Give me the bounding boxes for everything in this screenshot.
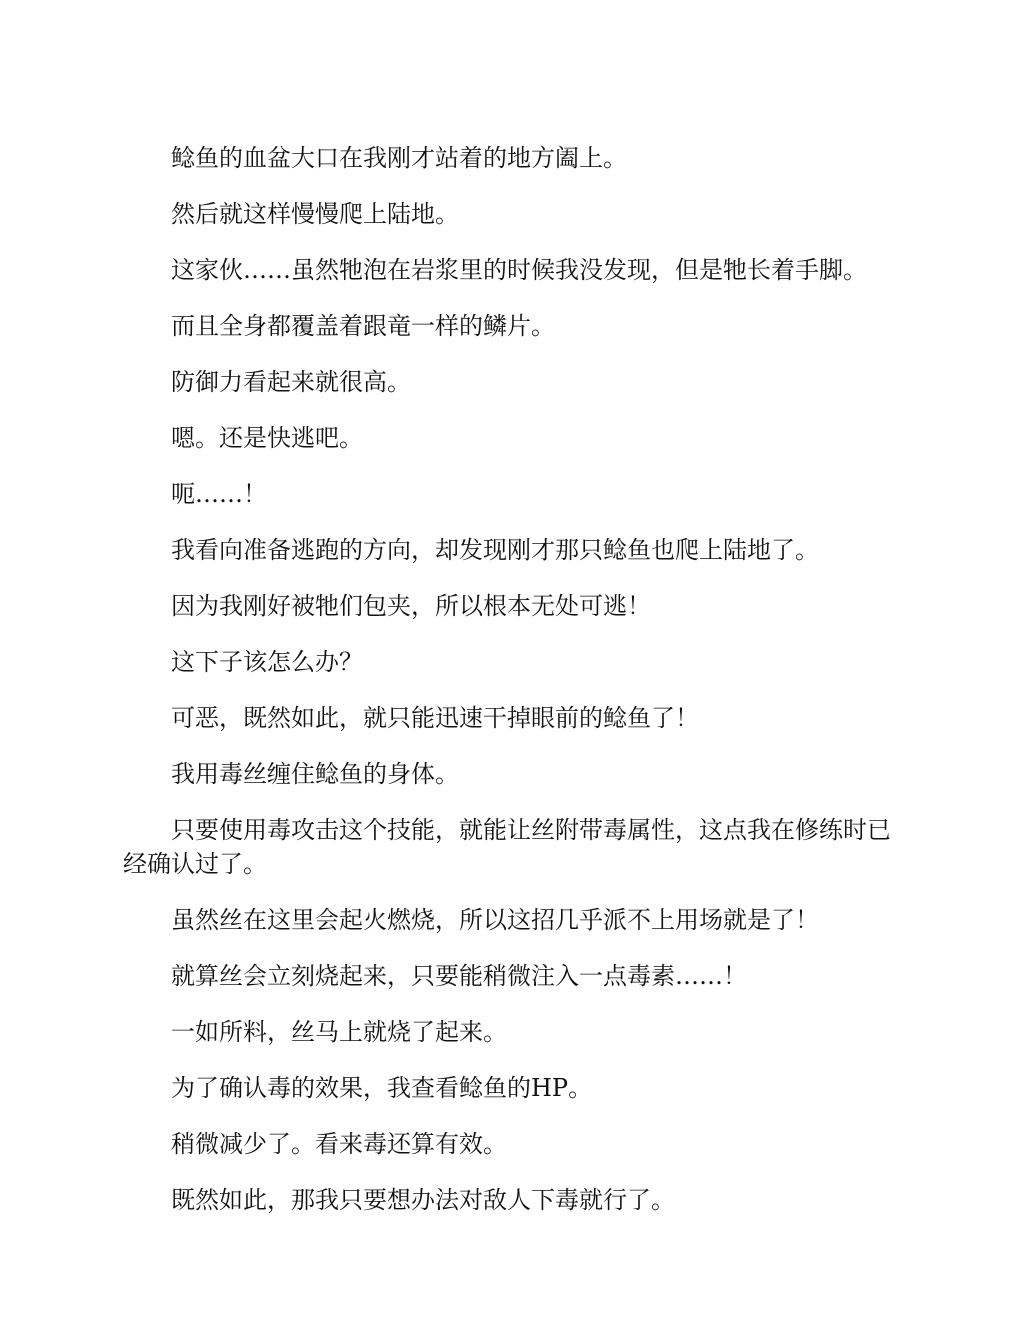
paragraph: 我看向准备逃跑的方向，却发现刚才那只鲶鱼也爬上陆地了。 (171, 536, 819, 564)
body-text (123, 141, 898, 1239)
paragraph: 我用毒丝缠住鲶鱼的身体。 (171, 760, 459, 788)
paragraph: 这下子该怎么办？ (171, 648, 363, 676)
paragraph: 稍微减少了。看来毒还算有效。 (171, 1130, 507, 1158)
paragraph: 这家伙……虽然牠泡在岩浆里的时候我没发现，但是牠长着手脚。 (171, 256, 867, 284)
paragraph: 而且全身都覆盖着跟竜一样的鳞片。 (171, 312, 555, 340)
paragraph: 因为我刚好被牠们包夹，所以根本无处可逃！ (171, 592, 651, 620)
paragraph: 只要使用毒攻击这个技能，就能让丝附带毒属性，这点我在修练时已经确认过了。 (123, 816, 891, 878)
paragraph: 就算丝会立刻烧起来，只要能稍微注入一点毒素……！ (171, 962, 747, 990)
paragraph: 然后就这样慢慢爬上陆地。 (171, 200, 459, 228)
paragraph: 为了确认毒的效果，我查看鲶鱼的HP。 (171, 1074, 593, 1102)
paragraph: 一如所料，丝马上就烧了起来。 (171, 1018, 507, 1046)
paragraph: 嗯。还是快逃吧。 (171, 424, 363, 452)
paragraph: 鲶鱼的血盆大口在我刚才站着的地方阖上。 (171, 144, 627, 172)
paragraph: 既然如此，那我只要想办法对敌人下毒就行了。 (171, 1186, 675, 1214)
paragraph: 呃……！ (171, 480, 267, 508)
paragraph: 可恶，既然如此，就只能迅速干掉眼前的鲶鱼了！ (171, 704, 699, 732)
paragraph: 防御力看起来就很高。 (171, 368, 411, 396)
paragraph: 虽然丝在这里会起火燃烧，所以这招几乎派不上用场就是了！ (171, 906, 819, 934)
